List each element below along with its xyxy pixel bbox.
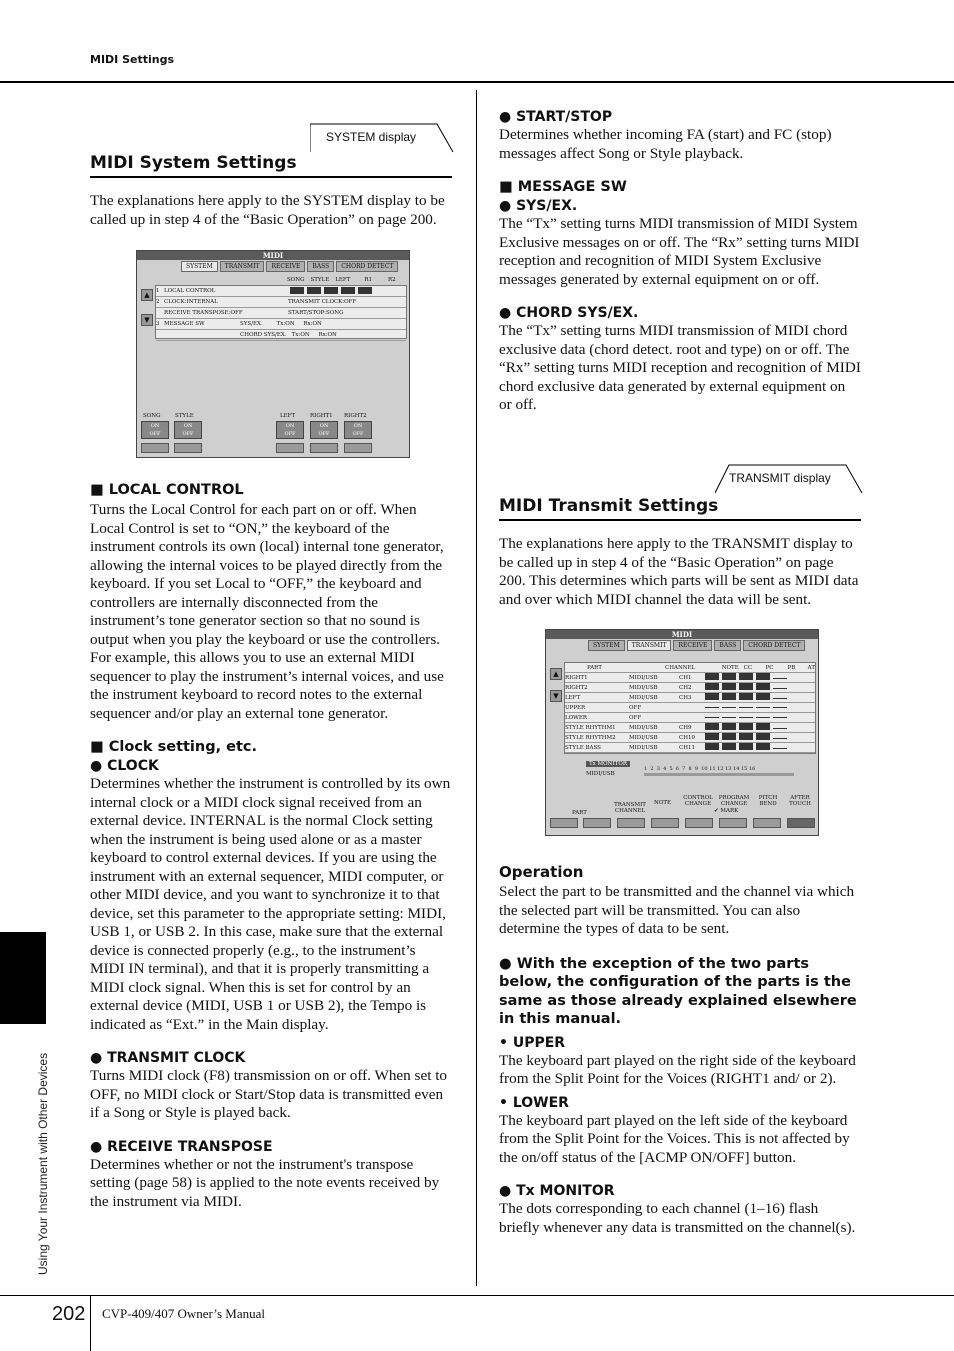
tx-row-lower[interactable]: LOWER OFF bbox=[565, 713, 815, 723]
receive-transpose-body: Determines whether or not the instrument's transpose setting (page 58) is applied to the note events received by the instrument via MIDI. bbox=[90, 1155, 440, 1210]
row-chord-sysex[interactable]: CHORD SYS/EX. Tx:ON Rx:ON bbox=[156, 330, 406, 341]
left-column bbox=[90, 153, 452, 229]
section-title-transmit: MIDI Transmit Settings bbox=[499, 496, 719, 516]
screen-tab-system[interactable]: SYSTEM bbox=[181, 261, 218, 272]
transmit-intro: The explanations here apply to the TRANSMIT display to be called up in step 4 of the “Basic Operation” on page 200. This determines which parts will be sent as MIDI data and over which MIDI channel the data will be sent. bbox=[499, 535, 859, 608]
manual-title: CVP-409/407 Owner’s Manual bbox=[102, 1306, 265, 1321]
clock-setting-heading: ■ Clock setting, etc. bbox=[90, 739, 258, 755]
right-column-bottom bbox=[499, 863, 861, 1237]
label-left: LEFT bbox=[280, 413, 296, 419]
system-display-tab: SYSTEM display bbox=[310, 123, 454, 153]
row-receive-transpose[interactable]: RECEIVE TRANSPOSE:OFF START/STOP:SONG bbox=[156, 308, 406, 319]
tx-label-channel: TRANSMIT CHANNEL bbox=[614, 802, 646, 814]
tx-monitor-port: MIDI/USB bbox=[586, 771, 615, 777]
transmit-table bbox=[564, 662, 816, 754]
footer-rule bbox=[0, 1295, 954, 1296]
tx-button-8[interactable] bbox=[787, 818, 815, 828]
tx-down-arrow-icon[interactable]: ▼ bbox=[550, 690, 562, 702]
tx-button-2[interactable] bbox=[583, 818, 611, 828]
tx-row-style-rhythm2[interactable]: STYLE RHYTHM2 MIDI/USB CH10 bbox=[565, 733, 815, 743]
running-header: MIDI Settings bbox=[90, 53, 175, 66]
col-r2: R2 bbox=[388, 277, 396, 283]
transmit-clock-heading: ● TRANSMIT CLOCK bbox=[90, 1050, 246, 1066]
page-number: 202 bbox=[52, 1303, 86, 1325]
tx-row-style-bass[interactable]: STYLE BASS MIDI/USB CH11 bbox=[565, 743, 815, 753]
system-display-screenshot bbox=[136, 250, 410, 458]
local-control-heading: ■ LOCAL CONTROL bbox=[90, 482, 244, 498]
col-song: SONG bbox=[287, 277, 305, 283]
right-column-transmit bbox=[499, 496, 861, 609]
screen-tab-chord-detect[interactable]: CHORD DETECT bbox=[336, 261, 398, 272]
label-right1: RIGHT1 bbox=[310, 413, 333, 419]
tx-monitor-channels: 1 2 3 4 5 6 7 8 9 10 11 12 13 14 15 16 bbox=[644, 766, 756, 772]
chord-sysex-body: The “Tx” setting turns MIDI transmission of MIDI chord exclusive data (chord detect. root and type) on or off. The “Rx” setting turns MIDI reception and recognition of MIDI chord exclusive data generated by external equipment on or off. bbox=[499, 322, 861, 413]
tx-button-7[interactable] bbox=[753, 818, 781, 828]
operation-body: Select the part to be transmitted and the channel via which the selected part will be transmitted. You can also determine the types of data to be sent. bbox=[499, 883, 855, 937]
chord-sysex-heading: ● CHORD SYS/EX. bbox=[499, 305, 639, 321]
side-tab-text: Using Your Instrument with Other Devices bbox=[36, 1052, 50, 1275]
tx-monitor-body: The dots corresponding to each channel (1–16) flash briefly whenever any data is transmitted on the channel(s). bbox=[499, 1200, 856, 1236]
tx-row-left[interactable]: LEFT MIDI/USB CH3 bbox=[565, 693, 815, 703]
screen-tab-bass[interactable]: BASS bbox=[307, 261, 334, 272]
transmit-clock-body: Turns MIDI clock (F8) transmission on or off. When set to OFF, no MIDI clock or Start/Stop data is transmitted even if a Song or Style is played back. bbox=[90, 1067, 448, 1121]
sysex-body: The “Tx” setting turns MIDI transmission of MIDI System Exclusive messages on or off. The “Rx” setting turns MIDI reception and recognition of MIDI System Exclusive messages generated by external equipment on or off. bbox=[499, 215, 860, 288]
operation-heading: Operation bbox=[499, 863, 584, 881]
system-settings-panel bbox=[155, 285, 407, 339]
system-intro: The explanations here apply to the SYSTEM display to be called up in step 4 of the “Basic Operation” on page 200. bbox=[90, 192, 445, 228]
tx-tab-receive[interactable]: RECEIVE bbox=[673, 640, 712, 651]
start-stop-body: Determines whether incoming FA (start) and FC (stop) messages affect Song or Style playback. bbox=[499, 126, 832, 162]
start-stop-heading: ● START/STOP bbox=[499, 109, 613, 125]
label-style: STYLE bbox=[175, 413, 194, 419]
tx-label-note: NOTE bbox=[654, 800, 672, 806]
tx-tab-bass[interactable]: BASS bbox=[714, 640, 741, 651]
tx-monitor-dots bbox=[644, 773, 794, 776]
label-song: SONG bbox=[143, 413, 161, 419]
tx-button-4[interactable] bbox=[651, 818, 679, 828]
right-column-top bbox=[499, 109, 861, 415]
section-title-system: MIDI System Settings bbox=[90, 153, 297, 173]
tx-monitor-heading: ● Tx MONITOR bbox=[499, 1183, 615, 1199]
lower-heading: • LOWER bbox=[499, 1094, 569, 1111]
section-rule bbox=[90, 176, 452, 178]
bottom-button-1[interactable] bbox=[141, 443, 169, 453]
tx-label-cc: CONTROL CHANGE bbox=[683, 795, 713, 807]
section-rule-transmit bbox=[499, 519, 861, 521]
col-left: LEFT bbox=[335, 277, 351, 283]
tx-mark-label: ✔ MARK bbox=[714, 808, 739, 814]
tx-header-row: PART CHANNEL NOTE CC PC PB AT bbox=[565, 663, 815, 673]
screen-title: MIDI bbox=[137, 251, 409, 260]
row-local-control[interactable]: 1 LOCAL CONTROL bbox=[156, 286, 406, 297]
bottom-button-5[interactable] bbox=[344, 443, 372, 453]
bottom-button-3[interactable] bbox=[276, 443, 304, 453]
footer-divider bbox=[90, 1296, 91, 1351]
tx-tab-system[interactable]: SYSTEM bbox=[588, 640, 625, 651]
tx-up-arrow-icon[interactable]: ▲ bbox=[550, 668, 562, 680]
side-tab-block bbox=[0, 932, 46, 1024]
row-message-sw[interactable]: 3 MESSAGE SW SYS/EX. Tx:ON Rx:ON bbox=[156, 319, 406, 330]
tx-button-1[interactable] bbox=[550, 818, 578, 828]
row-clock[interactable]: 2 CLOCK:INTERNAL TRANSMIT CLOCK:OFF bbox=[156, 297, 406, 308]
local-control-body: Turns the Local Control for each part on or off. When Local Control is set to “ON,” the keyboard of the instrument controls its own (local) internal tone generator, allowing the internal voices to be played directly from the keyboard. If you set Local to “OFF,” the keyboard and controllers are internally disconnected from the instrument’s tone generator section so that no sound is output when you play the keyboard or use the controllers. For example, this allows you to use an external MIDI sequencer to play the instrument’s internal voices, and use the instrument keyboard to record notes to the external sequencer and/or play an external tone generator. bbox=[90, 501, 444, 722]
sysex-heading: ● SYS/EX. bbox=[499, 198, 578, 214]
tx-label-part: PART bbox=[572, 810, 587, 816]
screen-tab-receive[interactable]: RECEIVE bbox=[266, 261, 305, 272]
tx-button-3[interactable] bbox=[617, 818, 645, 828]
tx-button-5[interactable] bbox=[685, 818, 713, 828]
tx-tab-chord-detect[interactable]: CHORD DETECT bbox=[743, 640, 805, 651]
tx-button-6[interactable] bbox=[719, 818, 747, 828]
exception-note: ● With the exception of the two parts below, the configuration of the parts is the same as those already explained elsewhere in this manual. bbox=[499, 955, 857, 1027]
left-column-body bbox=[90, 482, 452, 1211]
onoff-song[interactable]: ON OFF bbox=[141, 421, 169, 439]
col-style: STYLE bbox=[310, 277, 330, 283]
message-sw-heading: ■ MESSAGE SW bbox=[499, 179, 627, 195]
onoff-right1[interactable]: ON OFF bbox=[310, 421, 338, 439]
label-right2: RIGHT2 bbox=[344, 413, 367, 419]
tx-row-upper[interactable]: UPPER OFF bbox=[565, 703, 815, 713]
tx-row-right2[interactable]: RIGHT2 MIDI/USB CH2 bbox=[565, 683, 815, 693]
up-arrow-icon[interactable]: ▲ bbox=[141, 289, 153, 301]
upper-heading: • UPPER bbox=[499, 1034, 566, 1051]
tx-row-right1[interactable]: RIGHT1 MIDI/USB CH1 bbox=[565, 673, 815, 683]
lower-body: The keyboard part played on the left side of the keyboard from the Split Point for the Voices. This is not affected by the on/off status of the [ACMP ON/OFF] button. bbox=[499, 1111, 850, 1166]
col-r1: R1 bbox=[364, 277, 373, 283]
down-arrow-icon[interactable]: ▼ bbox=[141, 314, 153, 326]
clock-body: Determines whether the instrument is controlled by its own internal clock or a MIDI clock signal received from an external device. INTERNAL is the normal Clock setting when the instrument is being used alone or as a master keyboard to control external devices. If you are using the instrument with an external sequencer, MIDI computer, or other MIDI device, and you want to synchronize it to that device, set this parameter to the appropriate setting: MIDI, USB 1, or USB 2. In this case, make sure that the external device is connected properly (e.g., to the instrument’s MIDI IN terminal), and that it is properly transmitting a MIDI clock signal. When this is set for control by an external device (MIDI, USB 1 or USB 2), the Tempo is indicated as “Ext.” in the Main display. bbox=[90, 775, 451, 1033]
bottom-button-2[interactable] bbox=[174, 443, 202, 453]
header-rule bbox=[0, 81, 954, 83]
onoff-left[interactable]: ON OFF bbox=[276, 421, 304, 439]
transmit-display-screenshot bbox=[545, 629, 819, 836]
receive-transpose-heading: ● RECEIVE TRANSPOSE bbox=[90, 1138, 273, 1155]
screen-tab-transmit[interactable]: TRANSMIT bbox=[220, 261, 265, 272]
column-divider bbox=[476, 90, 477, 1286]
bottom-button-4[interactable] bbox=[310, 443, 338, 453]
tx-monitor-label: Tx MONITOR bbox=[586, 761, 630, 767]
clock-heading: ● CLOCK bbox=[90, 758, 159, 774]
tx-label-pb: PITCH BEND bbox=[758, 795, 778, 807]
tx-screen-title: MIDI bbox=[546, 630, 818, 639]
tx-tab-transmit[interactable]: TRANSMIT bbox=[627, 640, 672, 651]
upper-body: The keyboard part played on the right side of the keyboard from the Split Point for the Voices (RIGHT1 and/ or 2). bbox=[499, 1051, 856, 1087]
onoff-style[interactable]: ON OFF bbox=[174, 421, 202, 439]
onoff-right2[interactable]: ON OFF bbox=[344, 421, 372, 439]
transmit-display-tab: TRANSMIT display bbox=[715, 464, 863, 494]
tx-label-at: AFTER TOUCH bbox=[789, 795, 811, 807]
tx-row-style-rhythm1[interactable]: STYLE RHYTHM1 MIDI/USB CH9 bbox=[565, 723, 815, 733]
tx-label-pc: PROGRAM CHANGE bbox=[718, 795, 750, 807]
